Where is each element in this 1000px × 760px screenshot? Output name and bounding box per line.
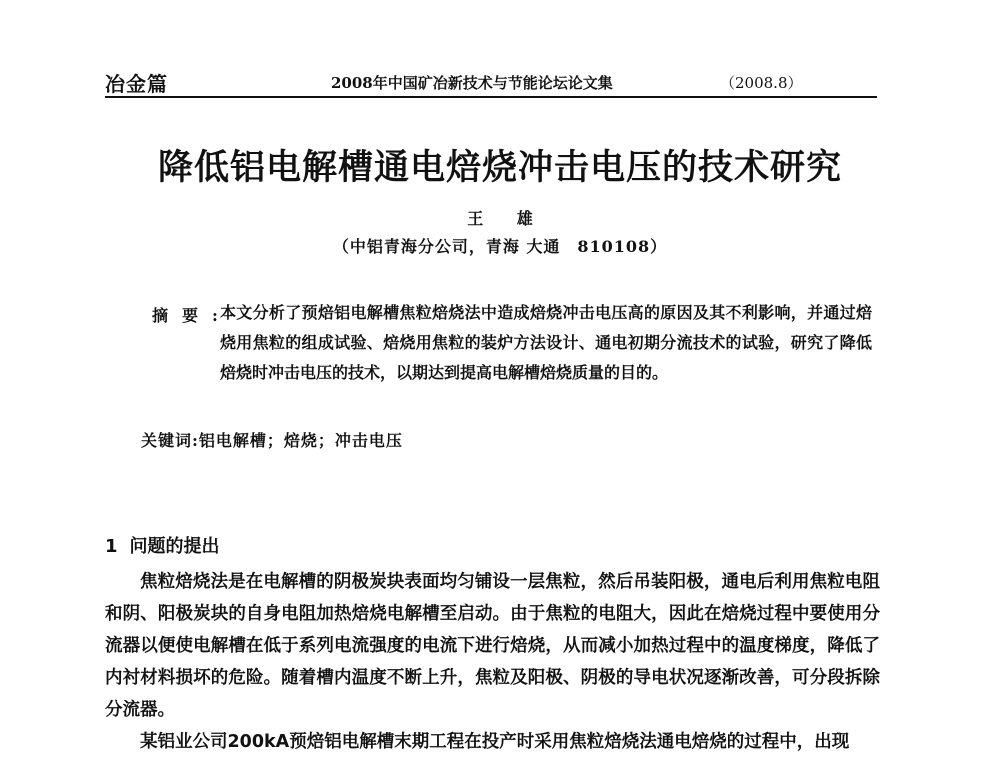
keywords-line bbox=[141, 428, 403, 451]
body-paragraph: 某铝业公司200kA预焙铝电解槽末期工程在投产时采用焦粒焙烧法通电焙烧的过程中，出现 bbox=[140, 732, 850, 752]
abstract-label: 摘要: bbox=[152, 306, 232, 325]
running-header bbox=[105, 66, 877, 98]
body-paragraph: 焦粒焙烧法是在电解槽的阴极炭块表面均匀铺设一层焦粒，然后吊装阳极，通电后利用焦粒电阻和阴、阳极炭块的自身电阻加热焙烧电解槽至启动。由于焦粒的电阻大，因此在焙烧过程中要使用分流器以便使电解槽在低于系列电流强度的电流下进行焙烧，从而减小加热过程中的温度梯度，降低了内衬材料损坏的危险。随着槽内温度不断上升，焦粒及阳极、阴极的导电状况逐渐改善，可分段拆除分流器。 bbox=[105, 572, 880, 720]
affiliation: （中铝青海分公司，青海 大通 810108） bbox=[332, 237, 668, 256]
paper-title: 降低铝电解槽通电焙烧冲击电压的技术研究 bbox=[157, 148, 842, 188]
keywords-text: 铝电解槽；焙烧；冲击电压 bbox=[198, 431, 403, 450]
section-number: 1 bbox=[105, 536, 118, 557]
keywords-label: 关键词: bbox=[141, 431, 199, 450]
section-title: 问题的提出 bbox=[129, 536, 220, 557]
publication-date: （2008.8） bbox=[720, 74, 803, 92]
section-tag: 冶金篇 bbox=[105, 72, 168, 96]
section-heading bbox=[105, 532, 220, 558]
author: 王 雄 bbox=[467, 209, 547, 228]
abstract-text: 本文分析了预焙铝电解槽焦粒焙烧法中造成焙烧冲击电压高的原因及其不利影响，并通过焙烧用焦粒的组成试验、焙烧用焦粒的装炉方法设计、通电初期分流技术的试验，研究了降低焙烧时冲击电压的技术，以期达到提高电解槽焙烧质量的目的。 bbox=[220, 303, 872, 382]
section-body bbox=[105, 566, 880, 758]
proceedings-title: 2008年中国矿冶新技术与节能论坛论文集 bbox=[331, 74, 613, 92]
